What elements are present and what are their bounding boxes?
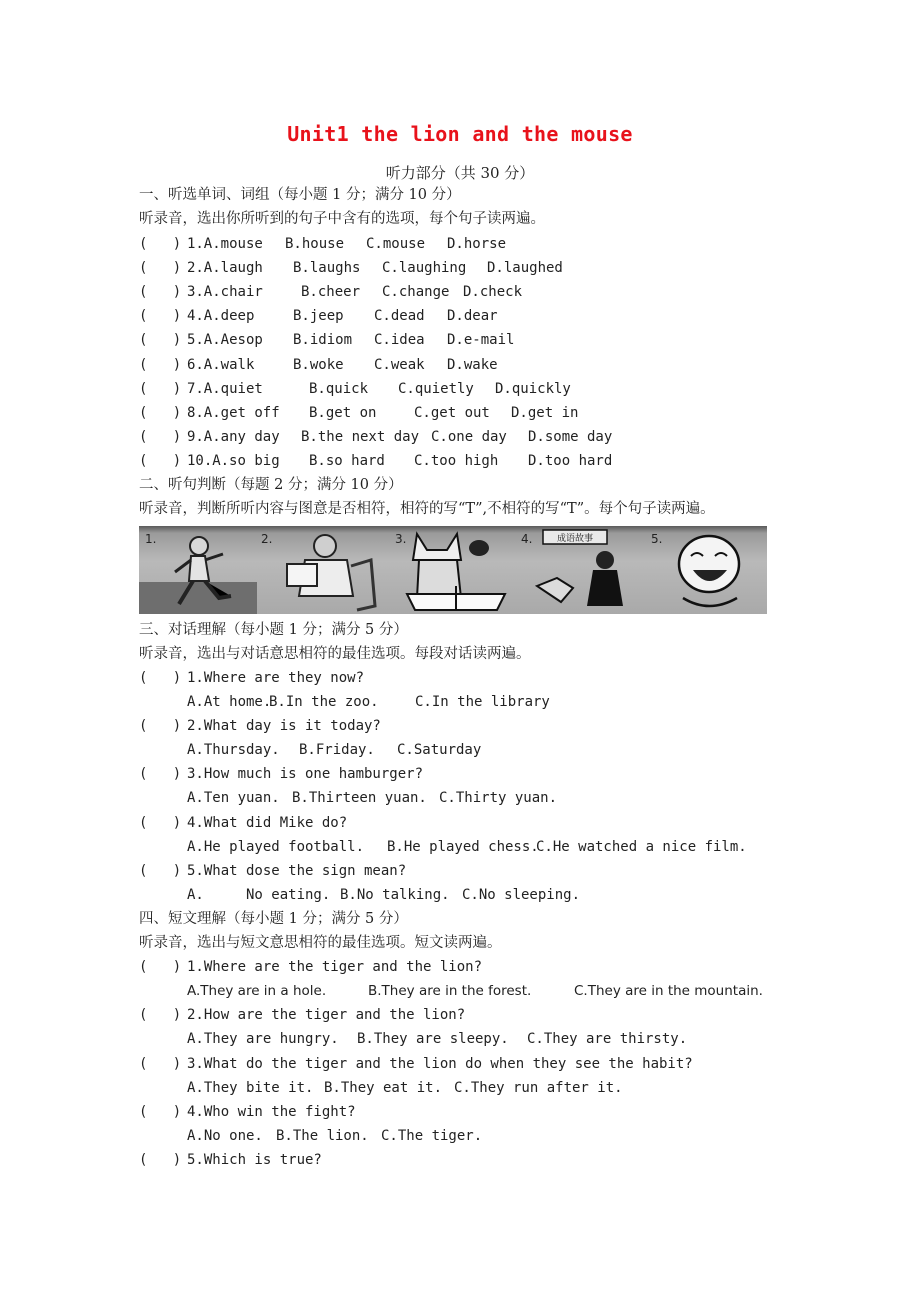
picture-4 <box>517 526 647 614</box>
option-row <box>187 1029 787 1049</box>
option-a[interactable]: A.At home. <box>187 694 272 710</box>
answer-blank[interactable]: ( ) <box>139 452 182 469</box>
option-a[interactable]: A.They are in a hole. <box>187 983 327 999</box>
answer-blank[interactable]: ( ) <box>139 1007 182 1024</box>
question-text: 2.What day is it today? <box>187 718 381 735</box>
laughing-boy-image <box>647 526 767 614</box>
section2-heading: 二、听句判断（每题 2 分；满分 10 分） <box>139 477 403 493</box>
question-number: 1. <box>187 236 204 252</box>
picture-3 <box>387 526 517 614</box>
question-row <box>139 403 779 423</box>
option-d[interactable]: D.horse <box>447 236 507 252</box>
answer-blank[interactable]: ( ) <box>139 959 182 975</box>
question-row <box>139 861 779 881</box>
picture-3-number: 3. <box>395 532 407 546</box>
option-a[interactable]: A.walk <box>203 356 255 373</box>
section4-instruction: 听录音，选出与短文意思相符的最佳选项。短文读两遍。 <box>139 935 502 951</box>
question-text: 1.Where are the tiger and the lion? <box>187 959 483 975</box>
answer-blank[interactable]: ( ) <box>139 356 182 373</box>
option-a[interactable]: A.chair <box>203 284 263 301</box>
option-a[interactable]: A.mouse <box>203 236 263 252</box>
option-b[interactable]: B.quick <box>309 380 369 397</box>
option-a[interactable]: A.Ten yuan. <box>187 790 280 807</box>
story-sign-image <box>517 526 647 614</box>
question-text: 4.What did Mike do? <box>187 814 348 831</box>
option-b[interactable]: B.house <box>285 236 345 252</box>
question-number: 2. <box>187 260 204 277</box>
option-d[interactable]: D.laughed <box>487 260 563 277</box>
option-c[interactable]: C.They are thirsty. <box>527 1031 688 1048</box>
option-row <box>187 1126 787 1146</box>
answer-blank[interactable]: ( ) <box>139 766 182 783</box>
option-a[interactable]: A.laugh <box>203 260 263 277</box>
section4-heading: 四、短文理解（每小题 1 分；满分 5 分） <box>139 911 408 927</box>
question-row <box>139 813 779 833</box>
section3-heading: 三、对话理解（每小题 1 分；满分 5 分） <box>139 622 408 638</box>
question-row <box>139 330 779 350</box>
option-row <box>187 692 787 712</box>
option-c[interactable]: C.They run after it. <box>454 1079 623 1096</box>
question-row <box>139 355 779 375</box>
option-b[interactable]: B.They are sleepy. <box>357 1031 509 1048</box>
answer-blank[interactable]: ( ) <box>139 260 182 277</box>
option-row <box>187 788 787 808</box>
question-row <box>139 427 779 447</box>
option-b[interactable]: B.They are in the forest. <box>368 983 532 999</box>
option-row <box>187 1078 787 1098</box>
option-c[interactable]: C.quietly <box>398 380 474 397</box>
option-a[interactable]: A.so big <box>212 452 280 469</box>
option-a[interactable]: A.No one. <box>187 1127 263 1144</box>
question-number: 9. <box>187 428 204 445</box>
option-d[interactable]: D.get in <box>511 404 579 421</box>
option-row <box>187 981 787 1001</box>
section3-instruction: 听录音，选出与对话意思相符的最佳选项。每段对话读两遍。 <box>139 646 531 662</box>
option-d[interactable]: D.dear <box>447 308 498 325</box>
option-a[interactable]: A.They are hungry. <box>187 1031 339 1048</box>
option-d[interactable]: D.too hard <box>528 452 613 469</box>
answer-blank[interactable]: ( ) <box>139 1055 182 1072</box>
answer-blank[interactable]: ( ) <box>139 236 182 252</box>
question-row <box>139 1005 799 1025</box>
reading-man-image <box>257 526 387 614</box>
question-row <box>139 1150 799 1170</box>
option-b[interactable]: B.He played chess. <box>387 838 539 855</box>
option-b[interactable]: B.Friday. <box>299 742 375 759</box>
question-row <box>139 764 779 784</box>
question-number: 10. <box>187 452 213 469</box>
question-text: 3.What do the tiger and the lion do when they see the habit? <box>187 1055 693 1072</box>
option-c[interactable]: C.Saturday <box>397 742 482 759</box>
option-b[interactable]: B.idiom <box>293 332 353 349</box>
question-text: 5.Which is true? <box>187 1152 322 1169</box>
option-d[interactable]: D.check <box>463 284 523 301</box>
option-c[interactable]: C.No sleeping. <box>462 886 581 903</box>
option-c[interactable]: C.mouse <box>366 236 426 252</box>
question-row <box>139 451 779 471</box>
option-b[interactable]: B.jeep <box>293 308 344 325</box>
question-number: 6. <box>187 356 204 373</box>
answer-blank[interactable]: ( ) <box>139 1103 182 1120</box>
option-a[interactable]: A.Aesop <box>203 332 263 349</box>
answer-blank[interactable]: ( ) <box>139 308 182 325</box>
question-row <box>139 668 779 688</box>
option-a[interactable]: A.deep <box>203 308 255 325</box>
section1-instruction: 听录音，选出你所听到的句子中含有的选项，每个句子读两遍。 <box>139 211 545 227</box>
question-row <box>139 957 799 977</box>
question-number: 7. <box>187 380 204 397</box>
answer-blank[interactable]: ( ) <box>139 404 182 421</box>
option-b[interactable]: B.cheer <box>301 284 361 301</box>
answer-blank[interactable]: ( ) <box>139 380 182 397</box>
question-row <box>139 306 779 326</box>
option-b[interactable]: B.the next day <box>301 428 420 445</box>
answer-blank[interactable]: ( ) <box>139 284 182 301</box>
option-c[interactable]: C.laughing <box>382 260 467 277</box>
section1-heading: 一、听选单词、词组（每小题 1 分；满分 10 分） <box>139 187 461 203</box>
option-c[interactable]: C.The tiger. <box>381 1127 483 1144</box>
option-b[interactable]: B.get on <box>309 404 377 421</box>
option-d[interactable]: D.some day <box>528 428 613 445</box>
option-a[interactable]: A.Thursday. <box>187 742 280 759</box>
option-a[interactable]: A.They bite it. <box>187 1079 314 1096</box>
question-row <box>139 258 779 278</box>
picture-2-number: 2. <box>261 532 273 546</box>
option-a[interactable]: A.He played football. <box>187 838 365 855</box>
option-b[interactable]: B.The lion. <box>276 1127 369 1144</box>
option-row <box>187 740 787 760</box>
option-a[interactable]: A.quiet <box>203 380 263 397</box>
question-row <box>139 1054 799 1074</box>
option-b[interactable]: B.In the zoo. <box>269 694 379 710</box>
answer-blank[interactable]: ( ) <box>139 814 182 831</box>
option-c[interactable]: C.change <box>382 284 450 301</box>
question-row <box>139 234 779 254</box>
answer-blank[interactable]: ( ) <box>139 332 182 349</box>
option-a[interactable]: A. No eating. <box>187 886 331 903</box>
option-c[interactable]: C.idea <box>374 332 425 349</box>
answer-blank[interactable]: ( ) <box>139 670 182 686</box>
option-d[interactable]: D.e-mail <box>447 332 515 349</box>
option-row <box>187 885 787 905</box>
question-text: 3.How much is one hamburger? <box>187 766 424 783</box>
question-row <box>139 716 779 736</box>
option-c[interactable]: C.He watched a nice film. <box>536 838 747 855</box>
option-d[interactable]: D.quickly <box>495 380 571 397</box>
picture-1 <box>139 526 257 614</box>
option-b[interactable]: B.They eat it. <box>324 1079 443 1096</box>
question-text: 2.How are the tiger and the lion? <box>187 1007 466 1024</box>
listening-subtitle: 听力部分（共 30 分） <box>385 164 535 182</box>
picture-1-number: 1. <box>145 532 157 546</box>
answer-blank[interactable]: ( ) <box>139 1152 182 1169</box>
picture-strip <box>139 526 767 614</box>
table-tennis-cat-image <box>387 526 517 614</box>
option-c[interactable]: C.Thirty yuan. <box>439 790 558 807</box>
picture-4-number: 4. <box>521 532 533 546</box>
sign-caption: 成语故事 <box>556 534 594 544</box>
picture-5 <box>647 526 767 614</box>
answer-blank[interactable]: ( ) <box>139 428 182 445</box>
question-row <box>139 1102 799 1122</box>
option-c[interactable]: C.dead <box>374 308 425 325</box>
answer-blank[interactable]: ( ) <box>139 718 182 735</box>
option-b[interactable]: B.No talking. <box>340 886 450 903</box>
option-d[interactable]: D.wake <box>447 356 498 373</box>
option-b[interactable]: B.so hard <box>309 452 385 469</box>
question-number: 5. <box>187 332 204 349</box>
page-title: Unit1 the lion and the mouse <box>287 122 633 146</box>
section2-instruction: 听录音，判断所听内容与图意是否相符，相符的写“T”,不相符的写“T”。每个句子读两遍。 <box>139 501 715 517</box>
question-row <box>139 282 779 302</box>
question-number: 3. <box>187 284 204 301</box>
picture-5-number: 5. <box>651 532 663 546</box>
picture-2 <box>257 526 387 614</box>
option-c[interactable]: C.In the library <box>415 694 550 710</box>
question-number: 8. <box>187 404 204 421</box>
question-row <box>139 379 779 399</box>
question-text: 1.Where are they now? <box>187 670 365 686</box>
running-boy-image <box>139 526 257 614</box>
question-number: 4. <box>187 308 204 325</box>
option-b[interactable]: B.woke <box>293 356 344 373</box>
option-a[interactable]: A.get off <box>203 404 280 421</box>
option-c[interactable]: C.get out <box>414 404 490 421</box>
option-b[interactable]: B.laughs <box>293 260 361 277</box>
option-a[interactable]: A.any day <box>203 428 280 445</box>
option-c[interactable]: C.one day <box>431 428 507 445</box>
option-c[interactable]: C.They are in the mountain. <box>574 983 763 999</box>
option-c[interactable]: C.too high <box>414 452 499 469</box>
option-b[interactable]: B.Thirteen yuan. <box>292 790 427 807</box>
answer-blank[interactable]: ( ) <box>139 862 182 879</box>
option-c[interactable]: C.weak <box>374 356 425 373</box>
question-text: 5.What dose the sign mean? <box>187 862 407 879</box>
question-text: 4.Who win the fight? <box>187 1103 356 1120</box>
option-row <box>187 837 787 857</box>
